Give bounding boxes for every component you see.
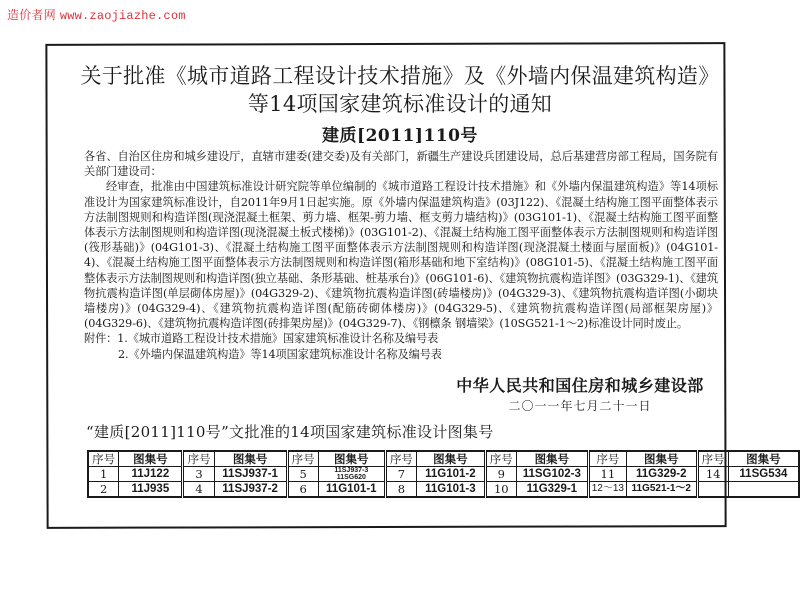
header-code: 图集号 <box>728 451 799 467</box>
header-code: 图集号 <box>318 451 385 467</box>
header-code: 图集号 <box>214 451 287 467</box>
document-body <box>84 149 718 362</box>
cell-seq: 6 <box>287 482 318 498</box>
cell-seq: 5 <box>287 467 318 482</box>
attachments-label: 附件： <box>84 332 118 346</box>
watermark-site-name: 造价者网 <box>7 8 56 22</box>
cell-code: 11G329-2 <box>626 467 697 482</box>
cell-seq: 7 <box>385 467 416 482</box>
cell-code: 11J935 <box>119 482 183 498</box>
body-paragraph: 经审查，批准由中国建筑标准设计研究院等单位编制的《城市道路工程设计技术措施》和《外墙内保温建筑构造》等14项标准设计为国家建筑标准设计，自2011年9月1日起实施。原《外墙内保温建筑构造》(03J122)、《混凝土结构施工图平面整体表示方法制图规则和构造详图(现浇混凝土框架、剪力墙、框架-剪力墙、框支剪力墙结构)》(03G101-1)、《混凝土结构施工图平面整体表示方法制图规则和构造详图(现浇混凝土板式楼梯)》(03G101-2)、《混凝土结构施工图平面整体表示方法制图规则和构造详图(筏形基础)》(04G101-3)、《混凝土结构施工图平面整体表示方法制图规则和构造详图(现浇混凝土楼面与屋面板)》(04G101-4)、《混凝土结构施工图平面整体表示方法制图规则和构造详图(箱形基础和地下室结构)》(08G101-5)、《混凝土结构施工图平面整体表示方法制图规则和构造详图(独立基础、条形基础、桩基承台)》(06G101-6)、《建筑物抗震构造详图》(03G329-1)、《建筑物抗震构造详图(单层砌体房屋)》(04G329-2)、《建筑物抗震构造详图(砖墙楼房)》(04G329-3)、《建筑物抗震构造详图(小砌块墙楼房)》(04G329-4)、《建筑物抗震构造详图(配筋砖砌体楼房)》(04G329-5)、《建筑物抗震构造详图(局部框架房屋)》(04G329-6)、《建筑物抗震构造详图(砖排架房屋)》(04G329-7)、《钢檩条 钢墙梁》(10SG521-1～2)标准设计同时废止。 <box>84 180 718 331</box>
document-number: 建质[2011]110号 <box>322 126 478 146</box>
cell-code: 11SG534 <box>728 467 799 482</box>
table-title: “建质[2011]110号”文批准的14项国家建筑标准设计图集号 <box>86 423 494 441</box>
title-line-2: 等14项国家建筑标准设计的通知 <box>247 92 553 116</box>
cell-seq: 1 <box>88 467 119 482</box>
issue-date: 二〇一一年七月二十一日 <box>508 399 652 413</box>
header-seq: 序号 <box>287 451 318 467</box>
attachment-1-text: 1.《城市道路工程设计技术措施》国家建筑标准设计名称及编号表 <box>117 332 439 346</box>
header-seq: 序号 <box>485 451 516 467</box>
cell-code: 11SJ937-1 <box>214 467 287 482</box>
cell-code: 11G329-1 <box>516 482 588 498</box>
cell-code: 11G101-2 <box>417 467 486 482</box>
table-row <box>88 482 799 498</box>
cell-code: 11G101-3 <box>417 482 486 498</box>
cell-seq: 4 <box>183 482 214 498</box>
table-header-row <box>88 451 799 467</box>
cell-seq: 9 <box>485 467 516 482</box>
issuer: 中华人民共和国住房和城乡建设部 <box>456 376 704 395</box>
cell-code-stacked <box>318 467 385 482</box>
cell-code: 11G101-1 <box>318 482 385 498</box>
watermark-url: www.zaojiazhe.com <box>59 9 186 23</box>
cell-seq: 11 <box>588 467 626 482</box>
cell-code: 11SG102-3 <box>516 467 588 482</box>
header-seq: 序号 <box>697 451 728 467</box>
cell-seq: 10 <box>485 482 516 498</box>
cell-seq-empty <box>697 482 728 498</box>
cell-seq: 14 <box>697 467 728 482</box>
cell-seq: 3 <box>183 467 214 482</box>
attachment-2: 2.《外墙内保温建筑构造》等14项国家建筑标准设计名称及编号表 <box>118 347 442 361</box>
watermark <box>7 6 186 23</box>
header-seq: 序号 <box>588 451 626 467</box>
addressee: 各省、自治区住房和城乡建设厅，直辖市建委(建交委)及有关部门，新疆生产建设兵团建设局，总后基建营房部工程局，国务院有关部门建设司： <box>84 150 718 179</box>
document-title <box>60 62 740 118</box>
header-code: 图集号 <box>119 451 183 467</box>
cell-code: 11SJ937-2 <box>214 482 287 498</box>
cell-code-line-2: 11SG620 <box>336 474 366 481</box>
header-seq: 序号 <box>385 451 416 467</box>
cell-seq: 12～13 <box>588 482 626 498</box>
attachment-1 <box>84 331 718 346</box>
cell-seq: 2 <box>88 482 119 498</box>
cell-code-line-1: 11SJ937-3 <box>334 467 369 474</box>
title-line-1: 关于批准《城市道路工程设计技术措施》及《外墙内保温建筑构造》 <box>80 64 720 88</box>
header-seq: 序号 <box>88 451 119 467</box>
atlas-number-table <box>87 450 800 498</box>
header-code: 图集号 <box>516 451 588 467</box>
header-seq: 序号 <box>183 451 214 467</box>
header-code: 图集号 <box>626 451 697 467</box>
cell-code-empty <box>728 482 799 498</box>
cell-seq: 8 <box>385 482 416 498</box>
cell-code: 11G521-1～2 <box>626 482 697 498</box>
cell-code: 11J122 <box>119 467 183 482</box>
header-code: 图集号 <box>417 451 486 467</box>
table-row <box>88 467 799 482</box>
